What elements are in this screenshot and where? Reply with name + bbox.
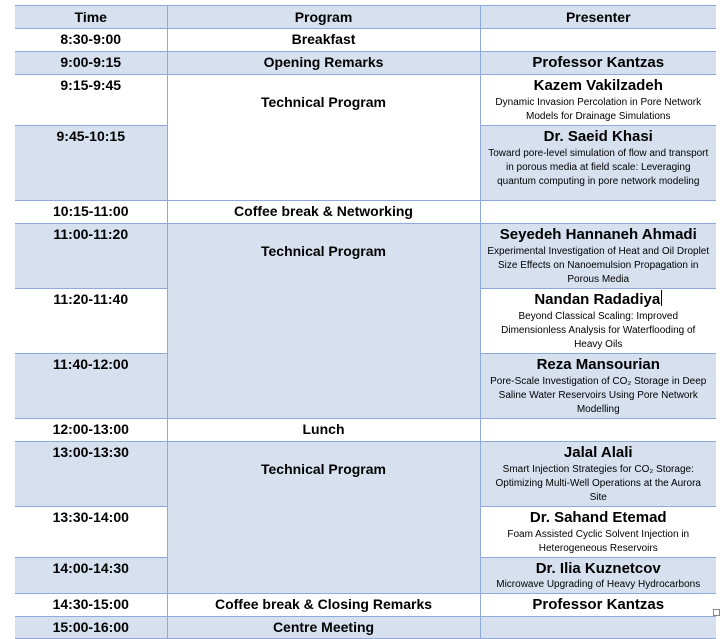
program-cell-technical: Technical Program — [167, 75, 480, 201]
program-cell-technical: Technical Program — [167, 224, 480, 419]
time-cell: 10:15-11:00 — [15, 201, 167, 224]
header-presenter: Presenter — [480, 6, 716, 29]
presenter-name: Reza Mansourian — [536, 356, 660, 373]
header-row — [15, 6, 716, 29]
time-cell: 9:15-9:45 — [15, 75, 167, 126]
presenter-cell — [480, 354, 716, 419]
table-row — [15, 29, 716, 52]
program-cell: Opening Remarks — [167, 52, 480, 75]
time-cell: 14:30-15:00 — [15, 594, 167, 617]
talk-title: Smart Injection Strategies for CO₂ Storage: Optimizing Multi-Well Operations at the Aurora Site — [495, 464, 701, 503]
talk-title: Microwave Upgrading of Heavy Hydrocarbons — [496, 579, 701, 590]
table-row — [15, 594, 716, 617]
presenter-name: Seyedeh Hannaneh Ahmadi — [499, 226, 697, 243]
time-cell: 11:20-11:40 — [15, 289, 167, 354]
table-row — [15, 52, 716, 75]
presenter-cell — [480, 126, 716, 201]
presenter-cell — [480, 507, 716, 558]
presenter-cell — [480, 289, 716, 354]
talk-title: Beyond Classical Scaling: Improved Dimensionless Analysis for Waterflooding of Heavy Oils — [501, 311, 696, 350]
schedule-table — [15, 5, 716, 639]
program-cell: Breakfast — [167, 29, 480, 52]
time-cell: 11:40-12:00 — [15, 354, 167, 419]
header-program: Program — [167, 6, 480, 29]
time-cell: 9:45-10:15 — [15, 126, 167, 201]
program-cell: Centre Meeting — [167, 617, 480, 639]
presenter-name: Dr. Sahand Etemad — [529, 509, 667, 526]
table-row — [15, 75, 716, 126]
time-cell: 13:30-14:00 — [15, 507, 167, 558]
presenter-cell — [480, 419, 716, 442]
presenter-name: Dr. Saeid Khasi — [543, 128, 653, 145]
presenter-name: Jalal Alali — [563, 444, 633, 461]
presenter-cell — [480, 594, 716, 617]
talk-title: Pore-Scale Investigation of CO₂ Storage in Deep Saline Water Reservoirs Using Pore Network Modelling — [490, 376, 707, 415]
table-row — [15, 442, 716, 507]
talk-title: Experimental Investigation of Heat and Oil Droplet Size Effects on Nanoemulsion Propagation in Porous Media — [487, 246, 710, 285]
table-row — [15, 419, 716, 442]
table-row — [15, 224, 716, 289]
time-cell: 9:00-9:15 — [15, 52, 167, 75]
presenter-cell — [480, 201, 716, 224]
presenter-cell — [480, 224, 716, 289]
time-cell: 14:00-14:30 — [15, 558, 167, 594]
talk-title: Toward pore-level simulation of flow and transport in porous media at field scale: Leveraging quantum computing in pore network modeling — [488, 148, 709, 187]
presenter-cell — [480, 442, 716, 507]
table-resize-handle[interactable] — [713, 609, 720, 616]
talk-title: Foam Assisted Cyclic Solvent Injection in Heterogeneous Reservoirs — [507, 529, 690, 554]
presenter-cell — [480, 617, 716, 639]
time-cell: 12:00-13:00 — [15, 419, 167, 442]
presenter-name: Dr. Ilia Kuznetcov — [535, 560, 661, 577]
presenter-cell — [480, 52, 716, 75]
time-cell: 8:30-9:00 — [15, 29, 167, 52]
presenter-name: Kazem Vakilzadeh — [533, 77, 663, 94]
header-time: Time — [15, 6, 167, 29]
program-cell: Lunch — [167, 419, 480, 442]
presenter-name — [485, 289, 713, 309]
presenter-name: Professor Kantzas — [532, 54, 665, 71]
time-cell: 13:00-13:30 — [15, 442, 167, 507]
presenter-cell — [480, 558, 716, 594]
text-cursor — [661, 290, 662, 306]
program-cell: Coffee break & Closing Remarks — [167, 594, 480, 617]
table-row — [15, 201, 716, 224]
presenter-name: Professor Kantzas — [532, 596, 665, 613]
presenter-cell — [480, 29, 716, 52]
time-cell: 15:00-16:00 — [15, 617, 167, 639]
presenter-cell — [480, 75, 716, 126]
time-cell: 11:00-11:20 — [15, 224, 167, 289]
program-cell-technical: Technical Program — [167, 442, 480, 594]
program-cell: Coffee break & Networking — [167, 201, 480, 224]
talk-title: Dynamic Invasion Percolation in Pore Network Models for Drainage Simulations — [495, 97, 702, 122]
presenter-name-text: Nandan Radadiya — [534, 291, 661, 308]
table-row — [15, 617, 716, 639]
